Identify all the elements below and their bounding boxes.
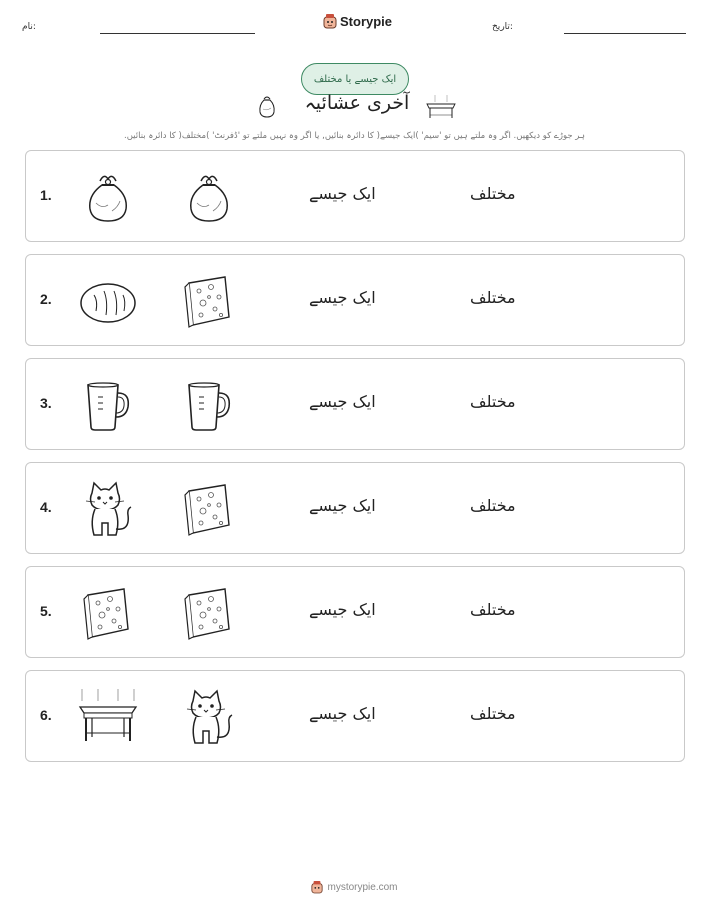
- pair-row: [25, 462, 685, 554]
- brand-logo: [323, 13, 392, 29]
- different-option[interactable]: مختلف: [470, 600, 516, 619]
- row-number: 1.: [40, 187, 52, 203]
- pair-row: [25, 670, 685, 762]
- date-blank-line[interactable]: [564, 33, 686, 34]
- same-option[interactable]: ایک جیسے: [309, 392, 376, 411]
- table-icon: [425, 94, 457, 124]
- storypie-mascot-icon: [323, 13, 337, 29]
- table-icon: [78, 687, 138, 747]
- footer-url: mystorypie.com: [327, 881, 398, 893]
- different-option[interactable]: مختلف: [470, 704, 516, 723]
- storypie-mascot-icon: [311, 880, 323, 894]
- same-option[interactable]: ایک جیسے: [309, 704, 376, 723]
- cat-icon: [78, 479, 138, 539]
- title-row: [0, 92, 709, 124]
- different-option[interactable]: مختلف: [470, 496, 516, 515]
- same-option[interactable]: ایک جیسے: [309, 288, 376, 307]
- pair-row: [25, 358, 685, 450]
- name-blank-line[interactable]: [100, 33, 255, 34]
- topic-pill: ایک جیسے یا مختلف: [301, 63, 409, 95]
- sponge-cake-icon: [179, 479, 239, 539]
- name-label: نام:: [22, 22, 36, 32]
- sack-icon: [78, 167, 138, 227]
- sponge-cake-icon: [179, 583, 239, 643]
- same-option[interactable]: ایک جیسے: [309, 184, 376, 203]
- pair-row: [25, 150, 685, 242]
- pair-row: [25, 254, 685, 346]
- date-label: تاریخ:: [492, 22, 513, 32]
- sack-icon: [257, 93, 277, 123]
- instructions-text: ہر جوڑے کو دیکھیں. اگر وہ ملتے ہیں تو 'سیم' )ایک جیسے( کا دائرہ بنائیں, یا اگر وہ نہیں ملتے تو 'ڈفرنٹ' )مختلف( کا دائرہ بنائیں.: [124, 131, 585, 141]
- sponge-cake-icon: [179, 271, 239, 331]
- row-number: 3.: [40, 395, 52, 411]
- row-number: 4.: [40, 499, 52, 515]
- mug-icon: [179, 375, 239, 435]
- different-option[interactable]: مختلف: [470, 392, 516, 411]
- different-option[interactable]: مختلف: [470, 184, 516, 203]
- cat-icon: [179, 687, 239, 747]
- footer: [0, 880, 709, 894]
- mug-icon: [78, 375, 138, 435]
- same-option[interactable]: ایک جیسے: [309, 496, 376, 515]
- worksheet-header: [0, 0, 709, 50]
- row-number: 5.: [40, 603, 52, 619]
- bread-icon: [78, 271, 138, 331]
- sack-icon: [179, 167, 239, 227]
- brand-name: Storypie: [340, 13, 393, 29]
- different-option[interactable]: مختلف: [470, 288, 516, 307]
- sponge-cake-icon: [78, 583, 138, 643]
- page-title: آخری عشائیہ: [304, 92, 410, 114]
- same-option[interactable]: ایک جیسے: [309, 600, 376, 619]
- row-number: 2.: [40, 291, 52, 307]
- pair-row: [25, 566, 685, 658]
- row-number: 6.: [40, 707, 52, 723]
